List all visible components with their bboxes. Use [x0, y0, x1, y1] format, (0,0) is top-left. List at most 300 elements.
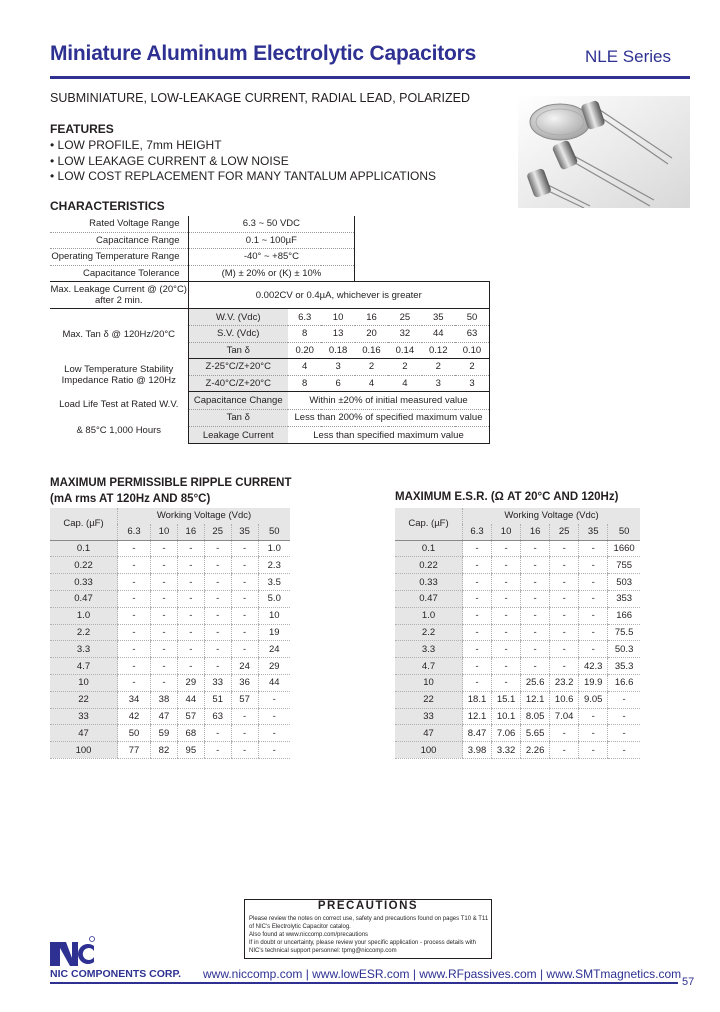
- table-cell: -: [204, 540, 231, 557]
- table-cell: 12.1: [463, 708, 492, 725]
- table-cell: -: [118, 658, 151, 675]
- table-cell: -: [579, 742, 608, 759]
- table-row: [50, 540, 290, 557]
- table-cell: -: [463, 590, 492, 607]
- table-cell: -: [231, 725, 258, 742]
- table-row: [50, 574, 290, 591]
- table-cell: 77: [118, 742, 151, 759]
- table-cell: 10: [258, 607, 290, 624]
- table-row: [395, 574, 640, 591]
- nic-logo: [50, 936, 96, 966]
- table-cell: -: [118, 574, 151, 591]
- cell: 16: [355, 309, 388, 326]
- table-cell: -: [231, 590, 258, 607]
- voltage-header: 25: [550, 524, 579, 540]
- table-row: [50, 557, 290, 574]
- cap-value: 47: [395, 725, 463, 742]
- cell: 0.12: [422, 342, 455, 359]
- voltage-header: 35: [579, 524, 608, 540]
- cell: 3: [321, 359, 354, 376]
- row-value: 6.3 ~ 50 VDC: [188, 216, 355, 232]
- table-cell: 50: [118, 725, 151, 742]
- table-cell: 19.9: [579, 674, 608, 691]
- table-cell: -: [492, 574, 521, 591]
- precautions-title: PRECAUTIONS: [317, 900, 419, 912]
- table-cell: 8.05: [521, 708, 550, 725]
- table-cell: 5.65: [521, 725, 550, 742]
- table-cell: 15.1: [492, 691, 521, 708]
- table-cell: 42.3: [579, 658, 608, 675]
- table-header-row: [395, 508, 640, 524]
- precautions-line: Please review the notes on correct use, safety and precautions found on pages T10 & T11: [249, 916, 489, 922]
- table-cell: -: [463, 658, 492, 675]
- table-cell: 10.6: [550, 691, 579, 708]
- table-cell: -: [521, 641, 550, 658]
- table-cell: -: [492, 540, 521, 557]
- table-cell: -: [550, 540, 579, 557]
- table-cell: -: [550, 742, 579, 759]
- table-cell: 57: [177, 708, 204, 725]
- footer-divider: [50, 982, 678, 984]
- table-cell: -: [521, 658, 550, 675]
- cell: Tan δ: [188, 342, 288, 359]
- voltage-header: 16: [521, 524, 550, 540]
- table-cell: -: [258, 742, 290, 759]
- row-value: -40° ~ +85°C: [188, 249, 355, 266]
- table-row: [50, 708, 290, 725]
- table-cell: 503: [608, 574, 640, 591]
- table-cell: -: [579, 590, 608, 607]
- cell: 4: [288, 359, 321, 376]
- table-cell: -: [204, 590, 231, 607]
- page-title: Miniature Aluminum Electrolytic Capacitors: [50, 42, 477, 65]
- leakage-label-2: after 2 min.: [94, 295, 143, 307]
- table-cell: 51: [204, 691, 231, 708]
- table-cell: -: [579, 557, 608, 574]
- table-cell: -: [463, 624, 492, 641]
- row-value: (M) ± 20% or (K) ± 10%: [188, 265, 355, 282]
- table-cell: -: [258, 691, 290, 708]
- table-cell: -: [579, 607, 608, 624]
- cell: 3: [455, 375, 490, 392]
- table-cell: -: [177, 641, 204, 658]
- table-cell: -: [231, 742, 258, 759]
- cell: 0.20: [288, 342, 321, 359]
- table-cell: -: [492, 590, 521, 607]
- table-cell: -: [608, 691, 640, 708]
- cap-value: 2.2: [50, 624, 118, 641]
- cell: 0.14: [388, 342, 421, 359]
- table-cell: -: [204, 641, 231, 658]
- table-cell: -: [177, 658, 204, 675]
- product-photo: [518, 96, 690, 208]
- table-cell: -: [550, 725, 579, 742]
- feature-item: • LOW LEAKAGE CURRENT & LOW NOISE: [50, 153, 289, 168]
- cap-value: 33: [50, 708, 118, 725]
- cap-value: 22: [395, 691, 463, 708]
- precautions-text: [249, 915, 488, 955]
- table-cell: -: [118, 674, 151, 691]
- cell: 0.16: [355, 342, 388, 359]
- precautions-line: of NIC's Electrolytic Capacitor catalog.: [249, 924, 351, 930]
- cap-value: 0.33: [50, 574, 118, 591]
- cell: 63: [455, 325, 490, 342]
- table-cell: -: [579, 540, 608, 557]
- table-cell: -: [492, 674, 521, 691]
- table-cell: -: [550, 658, 579, 675]
- table-cell: 755: [608, 557, 640, 574]
- row-label: Rated Voltage Range: [50, 216, 188, 232]
- table-cell: -: [579, 624, 608, 641]
- table-cell: 63: [204, 708, 231, 725]
- cap-value: 0.47: [50, 590, 118, 607]
- cap-value: 33: [395, 708, 463, 725]
- cell: Less than specified maximum value: [288, 427, 490, 444]
- title-divider: [50, 76, 690, 79]
- row-label: Capacitance Range: [50, 232, 188, 249]
- table-cell: -: [579, 708, 608, 725]
- table-cell: -: [579, 574, 608, 591]
- row-label: [50, 282, 188, 309]
- cell: W.V. (Vdc): [188, 309, 288, 326]
- esr-table: [395, 508, 640, 759]
- table-row: [50, 309, 490, 326]
- cell: Leakage Current: [188, 427, 288, 444]
- table-row: [395, 691, 640, 708]
- cap-value: 0.1: [395, 540, 463, 557]
- table-header-row: [50, 508, 290, 524]
- table-cell: -: [204, 624, 231, 641]
- cell: 3: [422, 375, 455, 392]
- table-cell: -: [151, 540, 178, 557]
- cell: Tan δ: [188, 409, 288, 426]
- table-cell: -: [258, 708, 290, 725]
- table-cell: -: [463, 540, 492, 557]
- table-cell: 353: [608, 590, 640, 607]
- table-cell: -: [204, 607, 231, 624]
- table-cell: 9.05: [579, 691, 608, 708]
- table-cell: -: [204, 725, 231, 742]
- table-cell: -: [118, 557, 151, 574]
- cap-value: 0.1: [50, 540, 118, 557]
- table-cell: -: [550, 624, 579, 641]
- table-cell: -: [579, 725, 608, 742]
- table-cell: -: [204, 742, 231, 759]
- table-cell: -: [550, 590, 579, 607]
- cap-header: Cap. (µF): [50, 508, 118, 540]
- table-cell: 47: [151, 708, 178, 725]
- cell: Less than 200% of specified maximum value: [288, 409, 490, 426]
- table-cell: 8.47: [463, 725, 492, 742]
- cap-value: 0.33: [395, 574, 463, 591]
- table-cell: 68: [177, 725, 204, 742]
- cap-value: 4.7: [395, 658, 463, 675]
- cap-value: 4.7: [50, 658, 118, 675]
- table-cell: 44: [177, 691, 204, 708]
- table-cell: 38: [151, 691, 178, 708]
- table-row: [50, 624, 290, 641]
- cap-value: 47: [50, 725, 118, 742]
- features-heading: FEATURES: [50, 122, 114, 136]
- nic-logo-mark: [50, 936, 96, 966]
- table-row: [50, 249, 490, 266]
- table-cell: 34: [118, 691, 151, 708]
- table-row: [50, 674, 290, 691]
- ripple-heading-1: MAXIMUM PERMISSIBLE RIPPLE CURRENT: [50, 477, 292, 489]
- feature-item: • LOW PROFILE, 7mm HEIGHT: [50, 138, 222, 152]
- cap-value: 0.22: [395, 557, 463, 574]
- row-label: Operating Temperature Range: [50, 249, 188, 266]
- table-cell: -: [463, 574, 492, 591]
- cell: 35: [422, 309, 455, 326]
- table-row: [50, 392, 490, 409]
- subtitle: SUBMINIATURE, LOW-LEAKAGE CURRENT, RADIAL LEAD, POLARIZED: [50, 91, 470, 105]
- cell: 6.3: [288, 309, 321, 326]
- table-cell: 1.0: [258, 540, 290, 557]
- ripple-table-body: [50, 540, 290, 758]
- table-row: [50, 265, 490, 282]
- table-cell: -: [204, 658, 231, 675]
- table-row: [50, 359, 490, 376]
- table-cell: 7.04: [550, 708, 579, 725]
- table-cell: -: [492, 641, 521, 658]
- table-row: [50, 232, 490, 249]
- esr-table-body: [395, 540, 640, 758]
- cell: Within ±20% of initial measured value: [288, 392, 490, 409]
- table-cell: -: [463, 641, 492, 658]
- table-cell: -: [118, 624, 151, 641]
- table-cell: 25.6: [521, 674, 550, 691]
- footer-links[interactable]: www.niccomp.com | www.lowESR.com | www.RFpassives.com | www.SMTmagnetics.com: [203, 967, 682, 981]
- cell: 0.18: [321, 342, 354, 359]
- table-cell: -: [521, 574, 550, 591]
- cell: 0.10: [455, 342, 490, 359]
- voltage-header: 10: [492, 524, 521, 540]
- lowtemp-label-2: Impedance Ratio @ 120Hz: [61, 375, 176, 387]
- table-cell: -: [258, 725, 290, 742]
- cell: 2: [422, 359, 455, 376]
- table-cell: -: [151, 658, 178, 675]
- table-cell: -: [151, 590, 178, 607]
- row-label: Capacitance Tolerance: [50, 265, 188, 282]
- table-cell: 36: [231, 674, 258, 691]
- cell: 4: [388, 375, 421, 392]
- table-row: [395, 607, 640, 624]
- table-cell: 12.1: [521, 691, 550, 708]
- page-number: 57: [682, 976, 695, 988]
- voltage-header: 6.3: [118, 524, 151, 540]
- cell: 2: [455, 359, 490, 376]
- table-cell: -: [151, 607, 178, 624]
- table-cell: -: [118, 590, 151, 607]
- table-cell: 23.2: [550, 674, 579, 691]
- table-cell: -: [151, 674, 178, 691]
- table-cell: -: [177, 624, 204, 641]
- table-cell: -: [521, 624, 550, 641]
- table-cell: -: [463, 557, 492, 574]
- table-cell: -: [231, 641, 258, 658]
- table-row: [50, 282, 490, 309]
- cell: 13: [321, 325, 354, 342]
- table-cell: -: [608, 725, 640, 742]
- table-cell: 42: [118, 708, 151, 725]
- table-cell: -: [492, 607, 521, 624]
- company-name: NIC COMPONENTS CORP.: [50, 968, 182, 980]
- ripple-heading: [50, 475, 292, 507]
- table-cell: 1660: [608, 540, 640, 557]
- cap-value: 2.2: [395, 624, 463, 641]
- cell: 8: [288, 325, 321, 342]
- table-cell: -: [231, 574, 258, 591]
- cell: 25: [388, 309, 421, 326]
- row-value: 0.1 ~ 100µF: [188, 232, 355, 249]
- table-row: [50, 691, 290, 708]
- cap-value: 0.22: [50, 557, 118, 574]
- table-row: [395, 641, 640, 658]
- table-cell: -: [231, 607, 258, 624]
- table-cell: 18.1: [463, 691, 492, 708]
- table-cell: 3.32: [492, 742, 521, 759]
- table-cell: -: [550, 641, 579, 658]
- cap-value: 1.0: [50, 607, 118, 624]
- table-cell: -: [463, 607, 492, 624]
- table-cell: -: [177, 590, 204, 607]
- table-cell: -: [550, 607, 579, 624]
- table-cell: -: [118, 540, 151, 557]
- table-row: [395, 674, 640, 691]
- cap-value: 1.0: [395, 607, 463, 624]
- table-cell: 3.98: [463, 742, 492, 759]
- table-row: [50, 658, 290, 675]
- table-cell: 35.3: [608, 658, 640, 675]
- table-cell: 166: [608, 607, 640, 624]
- cell: 2: [388, 359, 421, 376]
- table-cell: -: [177, 607, 204, 624]
- wv-header: Working Voltage (Vdc): [463, 508, 641, 524]
- cell: 6: [321, 375, 354, 392]
- table-cell: -: [204, 574, 231, 591]
- table-cell: 10.1: [492, 708, 521, 725]
- table-cell: 33: [204, 674, 231, 691]
- wv-header: Working Voltage (Vdc): [118, 508, 291, 524]
- cell: Z-25°C/Z+20°C: [188, 359, 288, 376]
- table-cell: -: [492, 658, 521, 675]
- table-row: [395, 590, 640, 607]
- table-cell: -: [550, 574, 579, 591]
- cell: 10: [321, 309, 354, 326]
- cell: 2: [355, 359, 388, 376]
- table-cell: -: [550, 557, 579, 574]
- cap-value: 3.3: [395, 641, 463, 658]
- table-cell: -: [521, 540, 550, 557]
- cell: 8: [288, 375, 321, 392]
- cap-value: 0.47: [395, 590, 463, 607]
- cap-header: Cap. (µF): [395, 508, 463, 540]
- esr-heading: MAXIMUM E.S.R. (Ω AT 20°C AND 120Hz): [395, 491, 619, 503]
- voltage-header: 25: [204, 524, 231, 540]
- cap-value: 100: [50, 742, 118, 759]
- table-cell: 44: [258, 674, 290, 691]
- table-cell: 57: [231, 691, 258, 708]
- table-cell: 29: [177, 674, 204, 691]
- table-row: [395, 624, 640, 641]
- precautions-line[interactable]: NIC's technical support personnel: tpmg@niccomp.com: [249, 948, 397, 954]
- precautions-line[interactable]: Also found at www.niccomp.com/precautions: [249, 932, 369, 938]
- table-cell: -: [177, 540, 204, 557]
- table-cell: -: [492, 624, 521, 641]
- lowtemp-label-1: Low Temperature Stability: [64, 364, 174, 376]
- table-cell: 95: [177, 742, 204, 759]
- table-cell: 75.5: [608, 624, 640, 641]
- leakage-label-1: Max. Leakage Current @ (20°C): [50, 284, 187, 296]
- table-cell: -: [231, 624, 258, 641]
- table-cell: -: [521, 557, 550, 574]
- table-cell: -: [151, 557, 178, 574]
- table-cell: -: [463, 674, 492, 691]
- table-row: [50, 742, 290, 759]
- table-row: [50, 590, 290, 607]
- feature-item: • LOW COST REPLACEMENT FOR MANY TANTALUM APPLICATIONS: [50, 169, 437, 183]
- cell: 44: [422, 325, 455, 342]
- precautions-line: If in doubt or uncertainty, please review your specific application - process details with: [249, 940, 477, 946]
- voltage-header: 35: [231, 524, 258, 540]
- table-cell: 19: [258, 624, 290, 641]
- voltage-header: 10: [151, 524, 178, 540]
- cell: 50: [455, 309, 490, 326]
- row-label: Max. Tan δ @ 120Hz/20°C: [62, 328, 176, 340]
- voltage-header: 50: [258, 524, 290, 540]
- table-cell: 7.06: [492, 725, 521, 742]
- cap-value: 3.3: [50, 641, 118, 658]
- table-row: [50, 607, 290, 624]
- series-name: NLE Series: [585, 47, 671, 66]
- table-cell: -: [231, 557, 258, 574]
- table-cell: -: [231, 708, 258, 725]
- table-row: [395, 742, 640, 759]
- cap-value: 22: [50, 691, 118, 708]
- voltage-header: 16: [177, 524, 204, 540]
- table-cell: -: [151, 641, 178, 658]
- table-cell: -: [118, 641, 151, 658]
- cell: 32: [388, 325, 421, 342]
- table-row: [395, 557, 640, 574]
- loadlife-label-2: & 85°C 1,000 Hours: [76, 424, 162, 436]
- loadlife-label-1: Load Life Test at Rated W.V.: [59, 398, 179, 410]
- precautions-box: [244, 899, 492, 959]
- table-row: [395, 708, 640, 725]
- table-cell: -: [608, 708, 640, 725]
- table-cell: 24: [258, 641, 290, 658]
- table-cell: 5.0: [258, 590, 290, 607]
- table-cell: -: [608, 742, 640, 759]
- row-value: 0.002CV or 0.4µA, whichever is greater: [188, 282, 490, 309]
- characteristics-table: [50, 216, 490, 444]
- cell: Capacitance Change: [188, 392, 288, 409]
- cap-value: 100: [395, 742, 463, 759]
- table-row: [50, 216, 490, 232]
- cell: S.V. (Vdc): [188, 325, 288, 342]
- cell: 20: [355, 325, 388, 342]
- table-cell: 2.26: [521, 742, 550, 759]
- ripple-table: [50, 508, 290, 759]
- row-label: [50, 392, 188, 444]
- table-row: [395, 658, 640, 675]
- table-cell: -: [204, 557, 231, 574]
- cell: 4: [355, 375, 388, 392]
- row-label: [50, 359, 188, 392]
- table-cell: -: [521, 590, 550, 607]
- table-cell: 82: [151, 742, 178, 759]
